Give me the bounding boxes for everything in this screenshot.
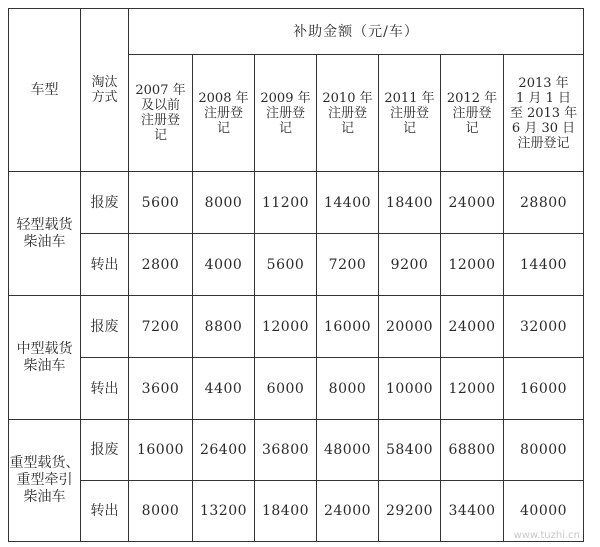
value-cell: 7200	[317, 234, 379, 296]
value-cell: 40000	[504, 481, 584, 542]
value-cell: 11200	[255, 172, 317, 234]
value-cell: 16000	[504, 358, 584, 420]
value-cell: 14400	[317, 172, 379, 234]
value-cell: 14400	[504, 234, 584, 296]
value-cell: 32000	[504, 296, 584, 358]
vehicle-type-light: 轻型载货 柴油车	[9, 172, 81, 296]
value-cell: 9200	[379, 234, 441, 296]
value-cell: 13200	[193, 481, 255, 542]
value-cell: 3600	[129, 358, 193, 420]
value-cell: 58400	[379, 420, 441, 481]
subsidy-table	[8, 8, 584, 542]
value-cell: 48000	[317, 420, 379, 481]
method-cell: 报废	[81, 172, 129, 234]
header-year-2007: 2007 年 及以前 注册登 记	[129, 55, 193, 172]
value-cell: 36800	[255, 420, 317, 481]
method-cell: 转出	[81, 234, 129, 296]
table-row	[9, 358, 584, 420]
method-cell: 报废	[81, 296, 129, 358]
vehicle-type-medium: 中型载货 柴油车	[9, 296, 81, 420]
value-cell: 18400	[379, 172, 441, 234]
value-cell: 4000	[193, 234, 255, 296]
value-cell: 34400	[441, 481, 504, 542]
table-row	[9, 481, 584, 542]
table-row	[9, 296, 584, 358]
header-year-2009: 2009 年 注册登 记	[255, 55, 317, 172]
value-cell: 8000	[317, 358, 379, 420]
value-cell: 24000	[317, 481, 379, 542]
value-cell: 12000	[441, 234, 504, 296]
value-cell: 4400	[193, 358, 255, 420]
method-cell: 报废	[81, 420, 129, 481]
header-method: 淘汰 方式	[81, 9, 129, 172]
method-cell: 转出	[81, 358, 129, 420]
header-year-2011: 2011 年 注册登 记	[379, 55, 441, 172]
value-cell: 5600	[255, 234, 317, 296]
value-cell: 10000	[379, 358, 441, 420]
header-vehicle-type: 车型	[9, 9, 81, 172]
value-cell: 6000	[255, 358, 317, 420]
value-cell: 2800	[129, 234, 193, 296]
value-cell: 8800	[193, 296, 255, 358]
value-cell: 5600	[129, 172, 193, 234]
value-cell: 16000	[317, 296, 379, 358]
value-cell: 16000	[129, 420, 193, 481]
table-row	[9, 420, 584, 481]
header-year-2012: 2012 年 注册登 记	[441, 55, 504, 172]
table-row	[9, 234, 584, 296]
value-cell: 29200	[379, 481, 441, 542]
value-cell: 20000	[379, 296, 441, 358]
value-cell: 28800	[504, 172, 584, 234]
header-year-2010: 2010 年 注册登 记	[317, 55, 379, 172]
value-cell: 26400	[193, 420, 255, 481]
value-cell: 68800	[441, 420, 504, 481]
table-row	[9, 172, 584, 234]
value-cell: 18400	[255, 481, 317, 542]
watermark: www.tuzhi.cn	[513, 530, 580, 541]
value-cell: 80000	[504, 420, 584, 481]
value-cell: 24000	[441, 172, 504, 234]
method-cell: 转出	[81, 481, 129, 542]
vehicle-type-heavy: 重型载货、 重型牵引 柴油车	[9, 420, 81, 542]
header-year-2013h1: 2013 年 1 月 1 日 至 2013 年 6 月 30 日 注册登记	[504, 55, 584, 172]
value-cell: 7200	[129, 296, 193, 358]
value-cell: 12000	[441, 358, 504, 420]
value-cell: 24000	[441, 296, 504, 358]
value-cell: 8000	[193, 172, 255, 234]
header-subsidy-group: 补助金额（元/车）	[129, 9, 584, 55]
value-cell: 8000	[129, 481, 193, 542]
value-cell: 12000	[255, 296, 317, 358]
header-year-2008: 2008 年 注册登 记	[193, 55, 255, 172]
